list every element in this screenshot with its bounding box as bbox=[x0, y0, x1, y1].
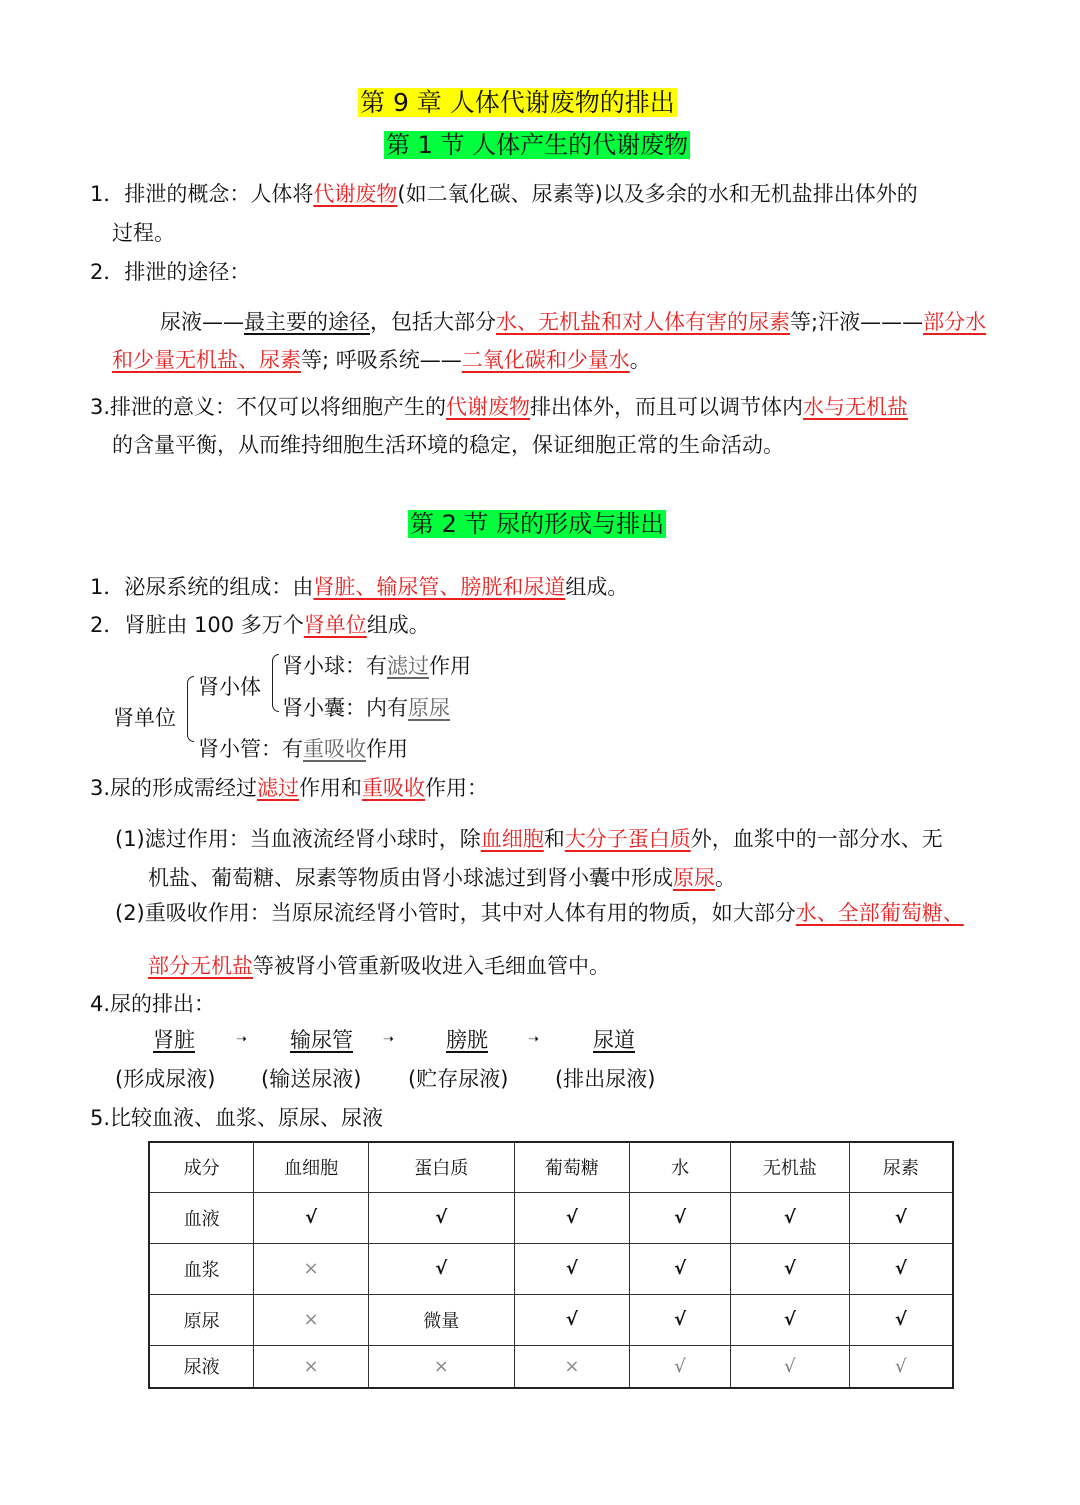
s2-item3-num: 3. bbox=[90, 776, 111, 800]
s2-item5 bbox=[90, 1108, 383, 1129]
comparison-table bbox=[148, 1141, 954, 1389]
table-cell: × bbox=[254, 1243, 369, 1294]
table-cell: √ bbox=[731, 1192, 850, 1243]
table-header: 无机盐 bbox=[731, 1142, 850, 1192]
table-cell: √ bbox=[368, 1192, 514, 1243]
diagram-brace-outer bbox=[187, 676, 194, 742]
s1-item2-l1d: 水、无机盐和对人体有害的尿素 bbox=[496, 310, 790, 334]
s1-item2-line2 bbox=[112, 350, 651, 371]
s1-item2-num: 2． bbox=[90, 260, 125, 284]
organ-bladder: 膀胱 bbox=[446, 1028, 488, 1052]
s2-item3-p1 bbox=[115, 829, 943, 850]
role-4: (排出尿液) bbox=[555, 1067, 656, 1091]
organ-kidney: 肾脏 bbox=[153, 1028, 195, 1052]
diagram-leaf1-post: 作用 bbox=[429, 654, 471, 678]
s2-item3-mid: 作用和 bbox=[299, 776, 363, 800]
s1-item2-l1a: 尿液—— bbox=[160, 310, 244, 334]
s1-item2-l1c: ，包括大部分 bbox=[370, 310, 496, 334]
table-header: 血细胞 bbox=[254, 1142, 369, 1192]
table-cell: √ bbox=[514, 1294, 630, 1345]
diagram-leaf1-key: 滤过 bbox=[387, 654, 429, 678]
s2-item3-key1: 滤过 bbox=[257, 776, 300, 800]
s2-item3-p1l2c: 。 bbox=[715, 866, 736, 890]
s1-item3-key1: 代谢废物 bbox=[446, 395, 531, 419]
s2-item2-post: 组成。 bbox=[366, 613, 430, 637]
table-cell: √ bbox=[849, 1243, 953, 1294]
s1-item3-mid: 排出体外，而且可以调节体内 bbox=[530, 395, 804, 419]
diagram-brace-inner bbox=[272, 654, 279, 712]
table-cell: × bbox=[514, 1345, 630, 1388]
table-header: 尿素 bbox=[849, 1142, 953, 1192]
table-cell: √ bbox=[630, 1243, 731, 1294]
diagram-leaf1 bbox=[282, 650, 471, 680]
section1-title: 第 1 节 人体产生的代谢废物 bbox=[386, 131, 689, 159]
table-header: 葡萄糖 bbox=[514, 1142, 630, 1192]
diagram-leaf2-key: 原尿 bbox=[408, 696, 450, 720]
s1-item3-num: 3. bbox=[90, 395, 111, 419]
table-header: 水 bbox=[630, 1142, 731, 1192]
s1-item1-key: 代谢废物 bbox=[313, 182, 398, 206]
arrow-icon: ➝ bbox=[236, 1032, 247, 1047]
table-cell: 尿液 bbox=[149, 1345, 254, 1388]
table-header-row bbox=[149, 1142, 953, 1192]
s2-item3-p1l2b: 原尿 bbox=[673, 866, 715, 890]
diagram-branch1: 肾小体 bbox=[198, 675, 261, 699]
table-row bbox=[149, 1345, 953, 1388]
s1-item2 bbox=[90, 262, 250, 283]
s2-item3-post: 作用： bbox=[425, 776, 489, 800]
s1-item2-l2a: 和少量无机盐、尿素 bbox=[112, 348, 301, 372]
role-3: (贮存尿液) bbox=[408, 1067, 509, 1091]
s2-item3-p1l2a: 机盐、葡萄糖、尿素等物质由肾小球滤过到肾小囊中形成 bbox=[148, 866, 673, 890]
arrow-icon: ➝ bbox=[383, 1032, 394, 1047]
s2-item1-pre: 泌尿系统的组成：由 bbox=[124, 575, 314, 599]
s2-item4-num: 4. bbox=[90, 992, 111, 1016]
table-cell: √ bbox=[514, 1192, 630, 1243]
s2-item3-p2a: (2)重吸收作用：当原尿流经肾小管时，其中对人体有用的物质，如大部分 bbox=[115, 901, 796, 925]
section2-title: 第 2 节 尿的形成与排出 bbox=[410, 510, 665, 538]
table-cell: √ bbox=[849, 1345, 953, 1388]
organ-ureter: 输尿管 bbox=[290, 1028, 353, 1052]
diagram-root: 肾单位 bbox=[113, 706, 176, 730]
s2-item3-p1d: 大分子蛋白质 bbox=[564, 827, 691, 851]
s1-item3-pre: 排泄的意义：不仅可以将细胞产生的 bbox=[110, 395, 447, 419]
s2-item2 bbox=[90, 615, 430, 636]
table-row bbox=[149, 1243, 953, 1294]
role-1: (形成尿液) bbox=[115, 1067, 216, 1091]
s2-item5-text: 比较血液、血浆、原尿、尿液 bbox=[110, 1106, 384, 1130]
table-cell: √ bbox=[514, 1243, 630, 1294]
s2-item3-p1a: (1)滤过作用：当血液流经肾小球时，除 bbox=[115, 827, 481, 851]
table-cell: √ bbox=[731, 1243, 850, 1294]
diagram-leaf1-pre: 肾小球：有 bbox=[282, 654, 387, 678]
s1-item1-pre: 排泄的概念：人体将 bbox=[124, 182, 314, 206]
s1-item1-line2: 过程。 bbox=[112, 221, 175, 245]
s1-item2-l1e: 等;汗液——— bbox=[790, 310, 924, 334]
table-row bbox=[149, 1192, 953, 1243]
s2-item3-p1-line2 bbox=[148, 868, 736, 889]
s1-item1-post: (如二氧化碳、尿素等)以及多余的水和无机盐排出体外的 bbox=[397, 182, 918, 206]
table-cell: √ bbox=[254, 1192, 369, 1243]
s2-item5-num: 5. bbox=[90, 1106, 111, 1130]
table-cell: √ bbox=[731, 1294, 850, 1345]
s1-item2-l2b: 等; 呼吸系统—— bbox=[301, 348, 462, 372]
s1-item2-line1 bbox=[160, 312, 986, 333]
diagram-leaf2 bbox=[282, 692, 450, 722]
s2-item3-p1e: 外，血浆中的一部分水、无 bbox=[690, 827, 943, 851]
diagram-branch2-key: 重吸收 bbox=[303, 737, 366, 761]
s1-item3 bbox=[90, 397, 908, 418]
s1-item3-line2: 的含量平衡，从而维持细胞生活环境的稳定，保证细胞正常的生命活动。 bbox=[112, 433, 784, 457]
table-cell: √ bbox=[630, 1192, 731, 1243]
s1-item2-l2d: 。 bbox=[629, 348, 651, 372]
s2-item2-num: 2． bbox=[90, 613, 125, 637]
s1-item3-key2: 水与无机盐 bbox=[803, 395, 909, 419]
diagram-branch2 bbox=[198, 733, 408, 763]
s1-item1-num: 1． bbox=[90, 182, 125, 206]
s2-item1-post: 组成。 bbox=[565, 575, 629, 599]
table-header: 成分 bbox=[149, 1142, 254, 1192]
s2-item3 bbox=[90, 778, 488, 799]
s2-item2-pre: 肾脏由 100 多万个 bbox=[124, 613, 304, 637]
s2-item3-p2l2a: 部分无机盐 bbox=[148, 954, 253, 978]
table-cell: 血液 bbox=[149, 1192, 254, 1243]
s2-item3-p1b: 血细胞 bbox=[480, 827, 544, 851]
s1-item2-l1f: 部分水 bbox=[923, 310, 987, 334]
organ-urethra: 尿道 bbox=[593, 1028, 635, 1052]
table-cell: √ bbox=[368, 1243, 514, 1294]
table-cell: √ bbox=[731, 1345, 850, 1388]
table-cell: 血浆 bbox=[149, 1243, 254, 1294]
table-cell: × bbox=[254, 1294, 369, 1345]
s1-item1 bbox=[90, 184, 918, 205]
s2-item3-p2 bbox=[115, 903, 964, 924]
table-cell: × bbox=[254, 1345, 369, 1388]
diagram-leaf2-pre: 肾小囊：内有 bbox=[282, 696, 408, 720]
s1-item2-l1b: 最主要的途径 bbox=[244, 310, 370, 334]
s2-item1-key: 肾脏、输尿管、膀胱和尿道 bbox=[313, 575, 566, 599]
arrow-icon: ➝ bbox=[528, 1032, 539, 1047]
role-2: (输送尿液) bbox=[261, 1067, 362, 1091]
s2-item3-p2l2b: 等被肾小管重新吸收进入毛细血管中。 bbox=[253, 954, 610, 978]
s2-item3-p2-line2 bbox=[148, 956, 610, 977]
s1-item2-l2c: 二氧化碳和少量水 bbox=[461, 348, 630, 372]
table-cell: √ bbox=[849, 1294, 953, 1345]
s2-item3-p1c: 和 bbox=[543, 827, 565, 851]
table-cell: √ bbox=[630, 1345, 731, 1388]
s2-item3-p2b: 水、全部葡萄糖、 bbox=[795, 901, 964, 925]
table-cell: 原尿 bbox=[149, 1294, 254, 1345]
s2-item4 bbox=[90, 994, 215, 1015]
s2-item1-num: 1． bbox=[90, 575, 125, 599]
table-cell: √ bbox=[630, 1294, 731, 1345]
table-cell: 微量 bbox=[368, 1294, 514, 1345]
chapter-title: 第 9 章 人体代谢废物的排出 bbox=[360, 88, 675, 117]
diagram-branch2-pre: 肾小管：有 bbox=[198, 737, 303, 761]
s2-item1 bbox=[90, 577, 628, 598]
table-row bbox=[149, 1294, 953, 1345]
s2-item4-text: 尿的排出： bbox=[110, 992, 216, 1016]
table-header: 蛋白质 bbox=[368, 1142, 514, 1192]
s2-item2-key: 肾单位 bbox=[303, 613, 367, 637]
table-cell: × bbox=[368, 1345, 514, 1388]
table-cell: √ bbox=[849, 1192, 953, 1243]
diagram-branch2-post: 作用 bbox=[366, 737, 408, 761]
s2-item3-key2: 重吸收 bbox=[362, 776, 426, 800]
s1-item2-text: 排泄的途径： bbox=[124, 260, 251, 284]
s2-item3-pre: 尿的形成需经过 bbox=[110, 776, 258, 800]
